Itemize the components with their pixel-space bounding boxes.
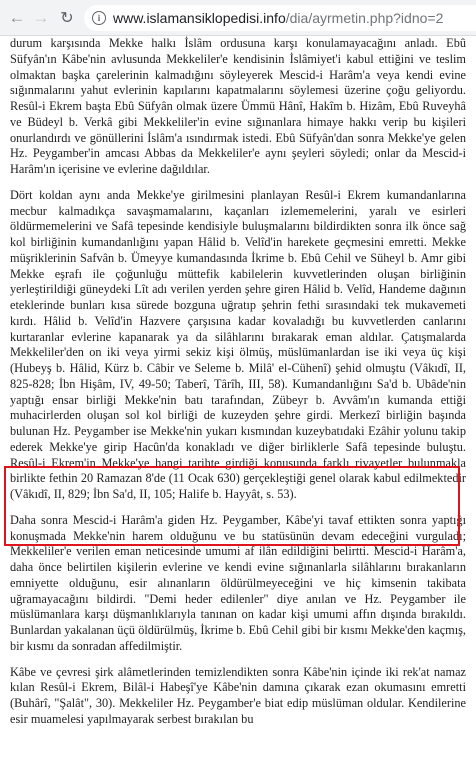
arrow-right-icon[interactable]: → — [32, 7, 50, 27]
url-path: /dia/ayrmetin.php?idno=2 — [285, 9, 444, 26]
article-paragraph: Dört koldan aynı anda Mekke'ye girilmesini planlayan Resûl-i Ekrem kumandanlarına mecbur kalmadıkça savaşmamalarını, kaçanları izlememelerini, yaralı ve esirleri öldürmemelerini ve Safâ tepesinde kendisiyle buluşmalarını bildirdikten sonra ilk önce sağ kol birliğinin kumandanlığını yapan Hâlid b. Velîd'in harekete geçmesini emretti. Mekke müşriklerinin Safvân b. Ümeyye kumandasında İkrime b. Ebû Cehil ve Süheyl b. Amr gibi Mekke eşrafı ile çoğunluğu müttefik kabilelerin kuvvetlerinden oluşan birliğinin yerleştirildiği güneydeki Lît adı verilen yerden şehre giren Hâlid b. Velîd, Handeme dağının eteklerinde bunları kısa sürede bozguna uğratıp şehrin fethi sırasındaki tek mukavemeti kırdı. Hâlid b. Velîd'in Hazvere çarşısına kadar kovaladığı bu kuvvetlerden canlarını kurtaranlar evlerine kapanarak ya da silâhlarını bırakarak eman aldılar. Çatışmalarda Mekkeliler'den on iki veya yirmi sekiz kişi ölmüş, müslümanlardan ise iki veya üç kişi (Hubeyş b. Hâlid, Kürz b. Câbir ve Seleme b. Milâ' el-Cühenî) şehid olmuştu (Vâkıdî, II, 825-828; İbn Hişâm, IV, 49-50; Taberî, Târîh, III, 58). Kumandanlığını Sa'd b. Ubâde'nin yaptığı ensar birliği Mekke'nin batı tarafından, Zübeyr b. Avvâm'ın kumanda ettiği muhacirlerden oluşan sol kol birliği de kuzeyden şehre girdi. Merkezî birliğin başında bulunan Hz. Peygamber ise Mekke'nin yukarı kısmından kuzeybatıdaki Ezâhir yolunu takip ederek Mekke'ye girip Hacûn'da konakladı ve diğer birliklerle Safâ tepesinde buluştu. Resûl-i Ekrem'in Mekke'ye hangi tarihte girdiği konusunda farklı rivayetler bulunmakla birlikte fethin 20 Ramazan 8'de (11 Ocak 630) gerçekleştiği genel olarak kabul edilmektedir (Vâkıdî, II, 829; İbn Sa'd, II, 105; Halife b. Hayyât, s. 53). — [10, 187, 466, 501]
article-paragraph: Kâbe ve çevresi şirk alâmetlerinden temizlendikten sonra Kâbe'nin içinde iki rek'at namaz kılan Resûl-i Ekrem, Bilâl-i Habeşî'ye Kâbe'nin damına çıkarak ezan okumasını emretti (Buhârî, "Şalât", 30). Mekkeliler Hz. Peygamber'e biat edip müslüman oldular. Kendilerine esir muamelesi yapılmayarak serbest bırakılan bu — [10, 664, 466, 726]
info-icon[interactable]: i — [92, 11, 106, 25]
article-body — [0, 36, 476, 728]
browser-toolbar — [0, 0, 476, 36]
article-paragraph: Daha sonra Mescid-i Harâm'a giden Hz. Peygamber, Kâbe'yi tavaf ettikten sonra yaptığı konuşmada Mekke'nin harem olduğunu ve bu statüsünün devam edeceğini vurguladı; Mekkeliler'e verilen eman neticesinde umumi af ilân edildiğini belirtti. Mescid-i Harâm'a, daha önce belirtilen kişilerin evlerine ve kendi evine sığınanlarla silâhlarını bırakanların emniyette olduğunu, esir alınanların öldürülmeyeceğini ve hiç kimsenin takibata uğramayacağını bildirdi. "Demi heder edilenler" diye anılan ve Hz. Peygamber ile müslümanlara karşı düşmanlıklarıyla tanınan on kadar kişi umumi affın dışında bırakıldı. Bunlardan yakalanan üçü öldürülmüş, İkrime b. Ebû Cehil gibi bir kısmı Mekke'den kaçmış, bir kısmı da sonradan affedilmiştir. — [10, 512, 466, 653]
url-host: www.islamansiklopedisi.info — [113, 9, 286, 26]
reload-icon[interactable]: ↻ — [60, 9, 74, 27]
article-paragraph: durum karşısında Mekke halkı İslâm ordusuna karşı konulamayacağını anladı. Ebû Süfyân'ın Kâbe'nin avlusunda Mekkeliler'e kendisinin İslâmiyet'i kabul ettiğini ve teslim olmaktan başka çarelerinin kalmadığını söyleyerek Mescid-i Harâm'a veya kendi evine sığınmalarını yahut evlerinin kapılarını kapatmalarını söylemesi üzerine çoğu geliyordu. Resûl-i Ekrem başta Ebû Süfyân olmak üzere Ümmü Hânî, Hakîm b. Hizâm, Ebû Ruveyhâ ve Büdeyl b. Verkâ gibi Mekkeliler'in evine sığınanlara himaye hakkı verip bu kişileri onurlandırdı ve gönüllerini İslâm'a ısındırmak istedi. Ebû Süfyân'dan sonra Mekke'ye gelen Hz. Peygamber'in amcası Abbas da Mekkeliler'e aynı şeyleri söyledi; onlar da Mescid-i Harâm'ın içerisine ve evlerine dağıldılar. — [10, 36, 466, 176]
address-bar[interactable] — [84, 5, 476, 31]
paragraph-gap — [10, 655, 466, 665]
paragraph-gap — [10, 503, 466, 513]
paragraph-gap — [10, 178, 466, 188]
arrow-left-icon[interactable]: ← — [8, 7, 26, 27]
url-text[interactable] — [113, 10, 443, 26]
